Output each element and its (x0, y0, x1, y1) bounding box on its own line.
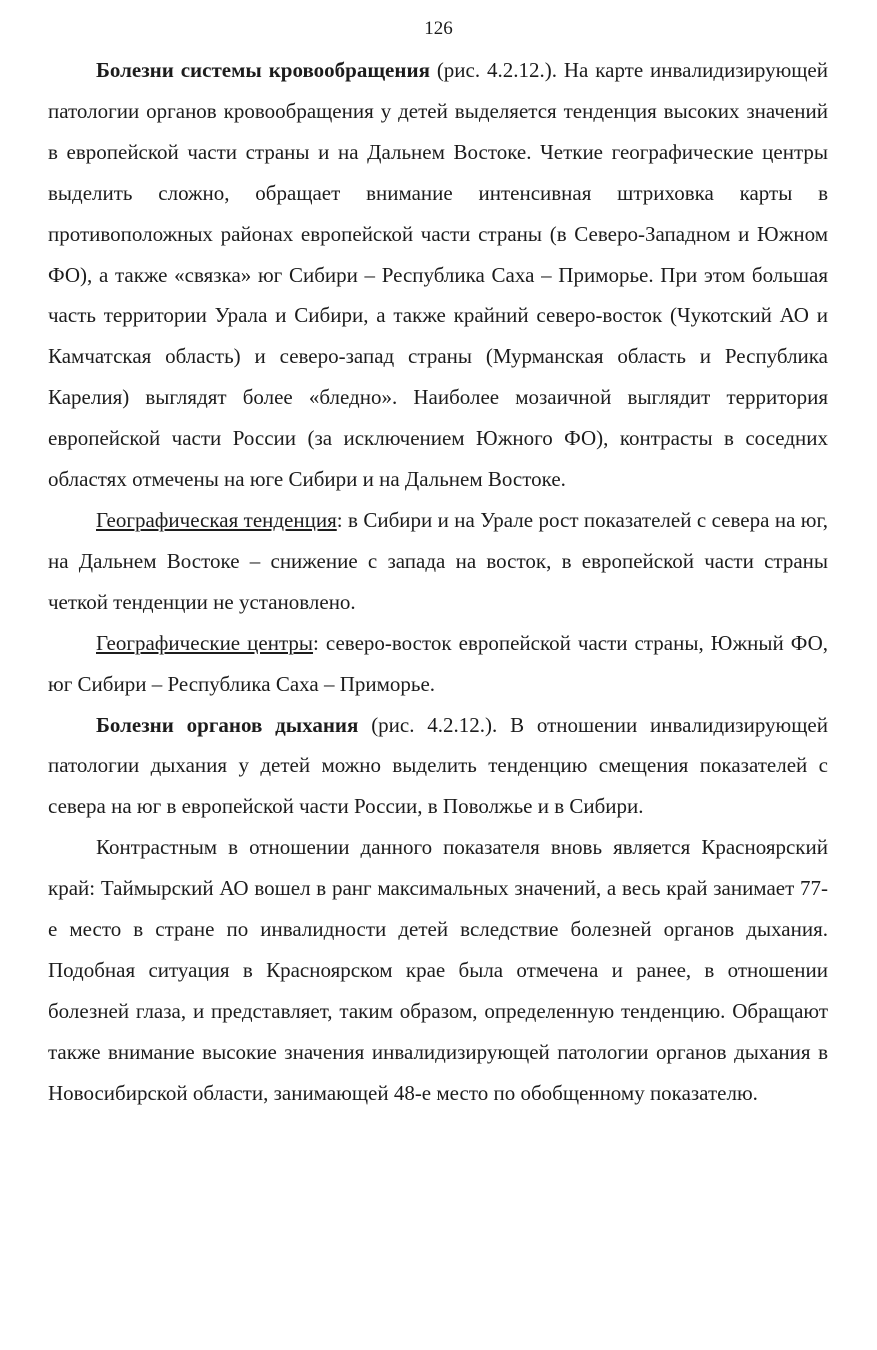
paragraph-krasnoyarsk (48, 827, 828, 1113)
paragraph-circulatory (48, 50, 828, 500)
paragraph-text: : северо-восток европейской части страны, Южный ФО, юг Сибири – Республика Саха – Приморье. (48, 630, 828, 696)
label-geo-trend: Географическая тенденция (96, 507, 337, 532)
paragraph-text: (рис. 4.2.12.). На карте инвалидизирующей патологии органов кровообращения у детей выделяется тенденция высоких значений в европейской части страны и на Дальнем Востоке. Четкие географические центры выделить сложно, обращает внимание интенсивная штриховка карты в противоположных районах европейской части страны (в Северо-Западном и Южном ФО), а также «связка» юг Сибири – Республика Саха – Приморье. При этом большая часть территории Урала и Сибири, а также крайний северо-восток (Чукотский АО и Камчатская область) и северо-запад страны (Мурманская область и Республика Карелия) выглядят более «бледно». Наиболее мозаичной выглядит территория европейской части России (за исключением Южного ФО), контрасты в соседних областях отмечены на юге Сибири и на Дальнем Востоке. (48, 58, 828, 492)
paragraph-geo-centers (48, 623, 828, 705)
paragraph-text: : в Сибири и на Урале рост показателей с севера на юг, на Дальнем Востоке – снижение с запада на восток, в европейской части страны четкой тенденции не установлено. (48, 507, 828, 614)
page-number: 126 (424, 18, 453, 39)
body-text (48, 50, 828, 1114)
paragraph-geo-trend (48, 500, 828, 623)
heading-respiratory: Болезни органов дыхания (96, 712, 359, 737)
heading-circulatory: Болезни системы кровообращения (96, 58, 430, 82)
paragraph-text: Контрастным в отношении данного показателя вновь является Красноярский край: Таймырский АО вошел в ранг максимальных значений, а весь край занимает 77-е место в стране по инвалидности детей вследствие болезней органов дыхания. Подобная ситуация в Красноярском крае была отмечена и ранее, в отношении болезней глаза, и представляет, таким образом, определенную тенденцию. Обращают также внимание высокие значения инвалидизирующей патологии органов дыхания в Новосибирской области, занимающей 48-е место по обобщенному показателю. (48, 835, 828, 1105)
label-geo-centers: Географические центры (96, 630, 314, 655)
paragraph-text: (рис. 4.2.12.). В отношении инвалидизирующей патологии дыхания у детей можно выделить тенденцию смещения показателей с севера на юг в европейской части России, в Поволжье и в Сибири. (48, 712, 828, 819)
paragraph-respiratory (48, 705, 828, 828)
